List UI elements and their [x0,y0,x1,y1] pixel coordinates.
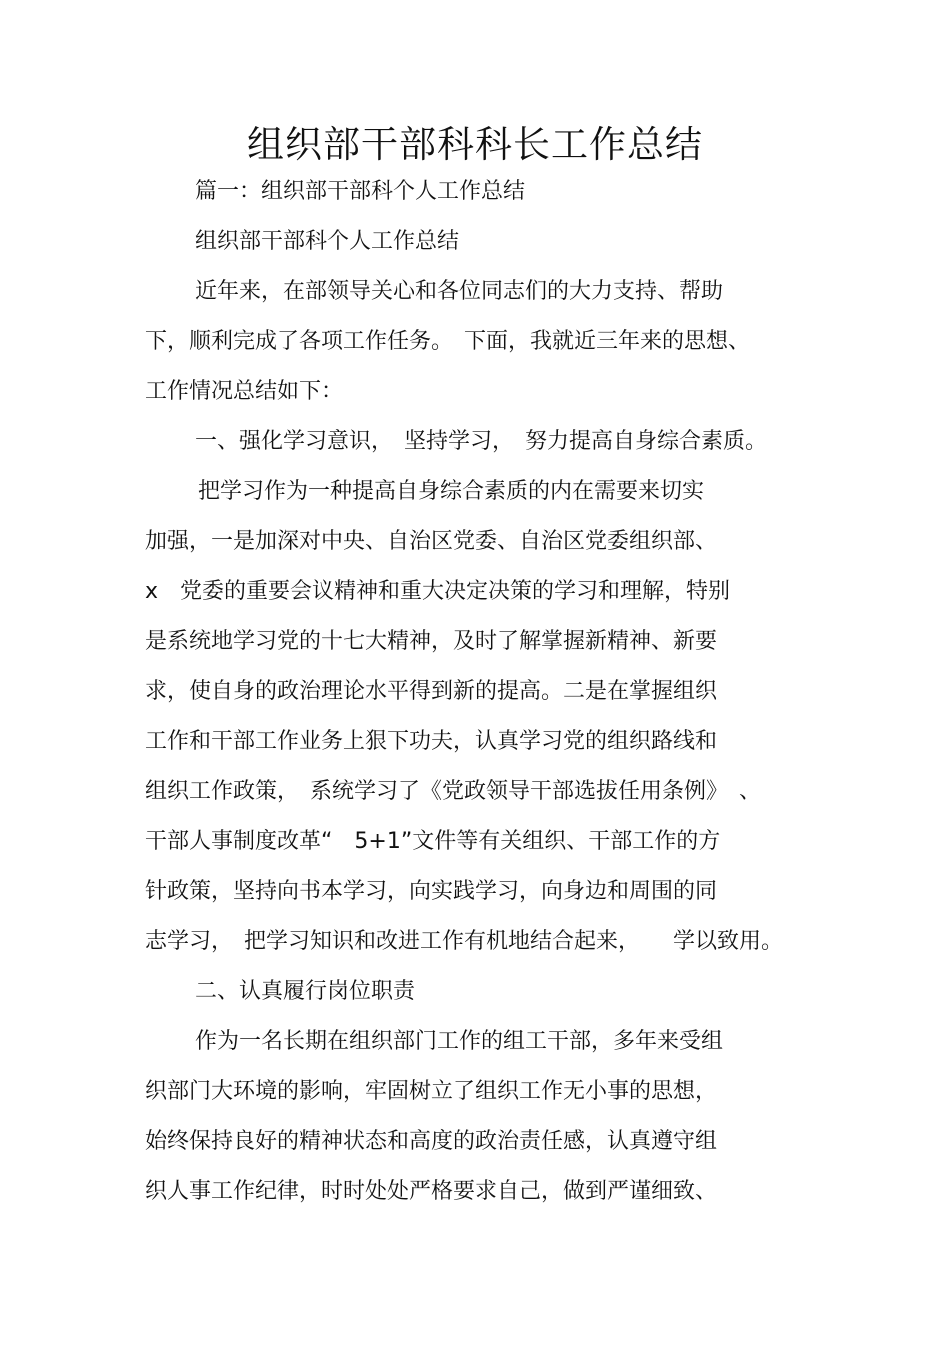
paragraph-line: 针政策，坚持向书本学习，向实践学习，向身边和周围的同 [145,879,718,904]
paragraph-line: 工作和干部工作业务上狠下功夫，认真学习党的组织路线和 [145,729,718,754]
paragraph-line: 志学习， 把学习知识和改进工作有机地结合起来， 学以致用。 [145,929,784,954]
paragraph-line: 下，顺利完成了各项工作任务。 下面，我就近三年来的思想、 [145,329,751,354]
paragraph-line: 是系统地学习党的十七大精神，及时了解掌握新精神、新要 [145,629,718,654]
subtitle: 组织部干部科个人工作总结 [195,229,460,254]
paragraph-line: 把学习作为一种提高自身综合素质的内在需要来切实 [198,479,705,504]
paragraph-line: 干部人事制度改革“ 5+1”文件等有关组织、干部工作的方 [145,829,721,854]
paragraph-line: 近年来，在部领导关心和各位同志们的大力支持、帮助 [195,279,724,304]
paragraph-line: 织人事工作纪律，时时处处严格要求自己，做到严谨细致、 [145,1179,718,1204]
paragraph-line: 作为一名长期在组织部门工作的组工干部，多年来受组 [195,1029,724,1054]
paragraph-line: 始终保持良好的精神状态和高度的政治责任感，认真遵守组 [145,1129,718,1154]
paragraph-line: 工作情况总结如下： [145,379,344,404]
document-title: 组织部干部科科长工作总结 [247,123,703,166]
paragraph-line: 组织工作政策， 系统学习了《党政领导干部选拔任用条例》 、 [145,779,762,804]
section-heading: 一、强化学习意识， 坚持学习， 努力提高自身综合素质。 [195,429,768,454]
paragraph-line: x 党委的重要会议精神和重大决定决策的学习和理解，特别 [145,579,731,604]
paragraph-line: 加强，一是加深对中央、自治区党委、自治区党委组织部、 [145,529,718,554]
paragraph-line: 织部门大环境的影响，牢固树立了组织工作无小事的思想， [145,1079,718,1104]
section-heading: 二、认真履行岗位职责 [195,979,416,1004]
section-heading: 篇一：组织部干部科个人工作总结 [195,179,526,204]
paragraph-line: 求，使自身的政治理论水平得到新的提高。二是在掌握组织 [145,679,718,704]
